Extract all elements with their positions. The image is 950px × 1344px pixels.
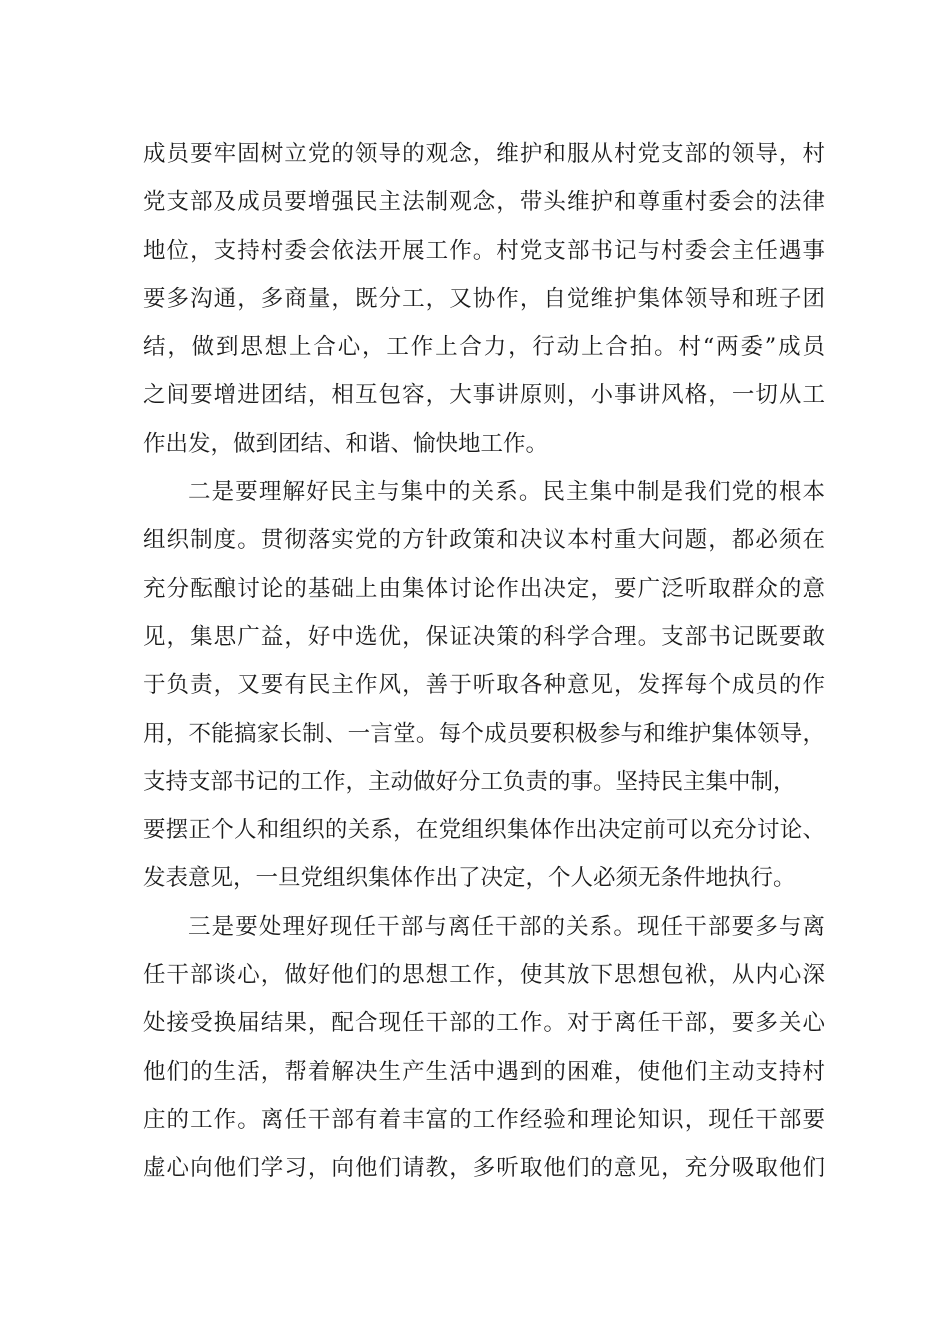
text-line: 庄的工作。离任干部有着丰富的工作经验和理论知识，现任干部要 bbox=[143, 1106, 825, 1133]
text-line: 作出发，做到团结、和谐、愉快地工作。 bbox=[143, 430, 549, 457]
text-line: 发表意见，一旦党组织集体作出了决定，个人必须无条件地执行。 bbox=[143, 865, 796, 892]
paragraph-first-line: 三是要处理好现任干部与离任干部的关系。现任干部要多与离 bbox=[188, 913, 825, 940]
text-line: 充分酝酿讨论的基础上由集体讨论作出决定，要广泛听取群众的意 bbox=[143, 575, 825, 602]
text-line: 处接受换届结果，配合现任干部的工作。对于离任干部，要多关心 bbox=[143, 1010, 825, 1037]
text-line: 支持支部书记的工作，主动做好分工负责的事。坚持民主集中制， bbox=[143, 768, 796, 795]
text-line: 之间要增进团结，相互包容，大事讲原则，小事讲风格，一切从工 bbox=[143, 382, 825, 409]
text-line: 他们的生活，帮着解决生产生活中遇到的困难，使他们主动支持村 bbox=[143, 1058, 825, 1085]
text-line: 成员要牢固树立党的领导的观念，维护和服从村党支部的领导，村 bbox=[143, 141, 825, 167]
text-line: 虚心向他们学习，向他们请教，多听取他们的意见，充分吸取他们 bbox=[143, 1155, 825, 1182]
text-line: 组织制度。贯彻落实党的方针政策和决议本村重大问题，都必须在 bbox=[143, 527, 825, 554]
text-line: 用，不能搞家长制、一言堂。每个成员要积极参与和维护集体领导， bbox=[143, 720, 825, 747]
text-line: 见，集思广益，好中选优，保证决策的科学合理。支部书记既要敢 bbox=[143, 623, 825, 650]
text-line: 任干部谈心，做好他们的思想工作，使其放下思想包袱，从内心深 bbox=[143, 962, 825, 989]
paragraph-first-line: 二是要理解好民主与集中的关系。民主集中制是我们党的根本 bbox=[188, 479, 825, 506]
text-line: 于负责，又要有民主作风，善于听取各种意见，发挥每个成员的作 bbox=[143, 672, 825, 699]
text-line: 要摆正个人和组织的关系，在党组织集体作出决定前可以充分讨论、 bbox=[143, 817, 825, 844]
text-line: 党支部及成员要增强民主法制观念，带头维护和尊重村委会的法律 bbox=[143, 189, 825, 216]
body-text bbox=[143, 130, 825, 1193]
text-line: 地位，支持村委会依法开展工作。村党支部书记与村委会主任遇事 bbox=[143, 237, 825, 264]
text-line: 结，做到思想上合心，工作上合力，行动上合拍。村“两委”成员 bbox=[143, 334, 825, 361]
text-line: 要多沟通，多商量，既分工，又协作，自觉维护集体领导和班子团 bbox=[143, 285, 825, 312]
